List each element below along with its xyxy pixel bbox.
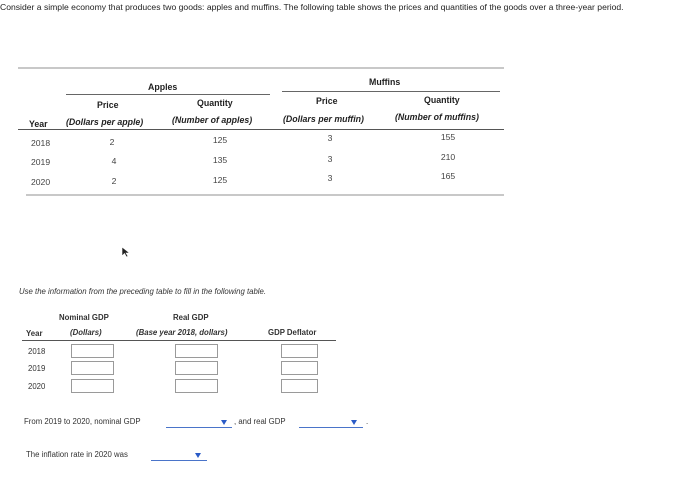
table2-year-cell: 2019 [28,364,46,373]
apple-price-cell: 2 [109,137,115,147]
muffins-group-header: Muffins [369,77,401,87]
muffin-price-unit: (Dollars per muffin) [283,114,364,124]
muffin-qty-unit: (Number of muffins) [395,112,479,122]
apple-price-cell: 4 [111,156,117,166]
apple-qty-cell: 125 [212,135,228,145]
table1-top-rule [18,67,504,69]
muffin-price-header: Price [316,96,338,106]
muffin-price-cell: 3 [327,173,333,183]
nominal-gdp-header: Nominal GDP [59,313,109,322]
nominal-gdp-input[interactable] [71,344,114,358]
table2-header-rule [22,340,336,341]
q2-prefix: The inflation rate in 2020 was [26,450,128,459]
chevron-down-icon[interactable] [221,420,227,425]
apple-qty-header: Quantity [197,98,233,108]
real-gdp-unit: (Base year 2018, dollars) [136,328,228,337]
intro-text: Consider a simple economy that produces two goods: apples and muffins. The following table shows the prices and quantities of the goods over a three-year period. [0,2,624,12]
apple-price-unit: (Dollars per apple) [66,117,144,127]
muffin-qty-cell: 155 [440,132,456,142]
q1-middle: , and real GDP [234,417,286,426]
apple-qty-cell: 125 [212,175,228,185]
table2-year-cell: 2018 [28,347,46,356]
table2-year-cell: 2020 [28,382,46,391]
instruction-text: Use the information from the preceding table to fill in the following table. [19,287,267,296]
gdp-deflator-input[interactable] [281,361,318,375]
year-header-2: Year [26,329,43,338]
apple-qty-unit: (Number of apples) [172,115,253,125]
real-gdp-input[interactable] [175,361,218,375]
table1-year-cell: 2020 [31,177,51,187]
gdp-deflator-input[interactable] [281,379,318,393]
muffin-qty-cell: 165 [440,171,456,181]
real-gdp-header: Real GDP [173,313,209,322]
q1-prefix: From 2019 to 2020, nominal GDP [24,417,141,426]
nominal-gdp-input[interactable] [71,361,114,375]
nominal-gdp-unit: (Dollars) [70,328,102,337]
apples-group-header: Apples [148,82,178,92]
muffin-qty-cell: 210 [440,152,456,162]
apple-price-cell: 2 [111,176,117,186]
table1-year-cell: 2018 [31,138,51,148]
nominal-gdp-input[interactable] [71,379,114,393]
chevron-down-icon[interactable] [195,453,201,458]
muffin-price-cell: 3 [327,154,333,164]
muffin-qty-header: Quantity [424,95,460,105]
real-gdp-input[interactable] [175,344,218,358]
table1-bottom-rule [26,194,504,196]
chevron-down-icon[interactable] [351,420,357,425]
muffin-price-cell: 3 [327,133,333,143]
q1-suffix: . [366,417,369,426]
real-gdp-input[interactable] [175,379,218,393]
apple-qty-cell: 135 [212,155,228,165]
apple-price-header: Price [97,100,119,110]
gdp-deflator-header: GDP Deflator [268,328,317,337]
apples-group-underline [66,94,270,95]
table1-year-cell: 2019 [31,157,51,167]
table1-header-rule [18,129,504,130]
cursor-icon [121,246,131,258]
gdp-deflator-input[interactable] [281,344,318,358]
muffins-group-underline [282,91,500,92]
year-header: Year [29,119,48,129]
